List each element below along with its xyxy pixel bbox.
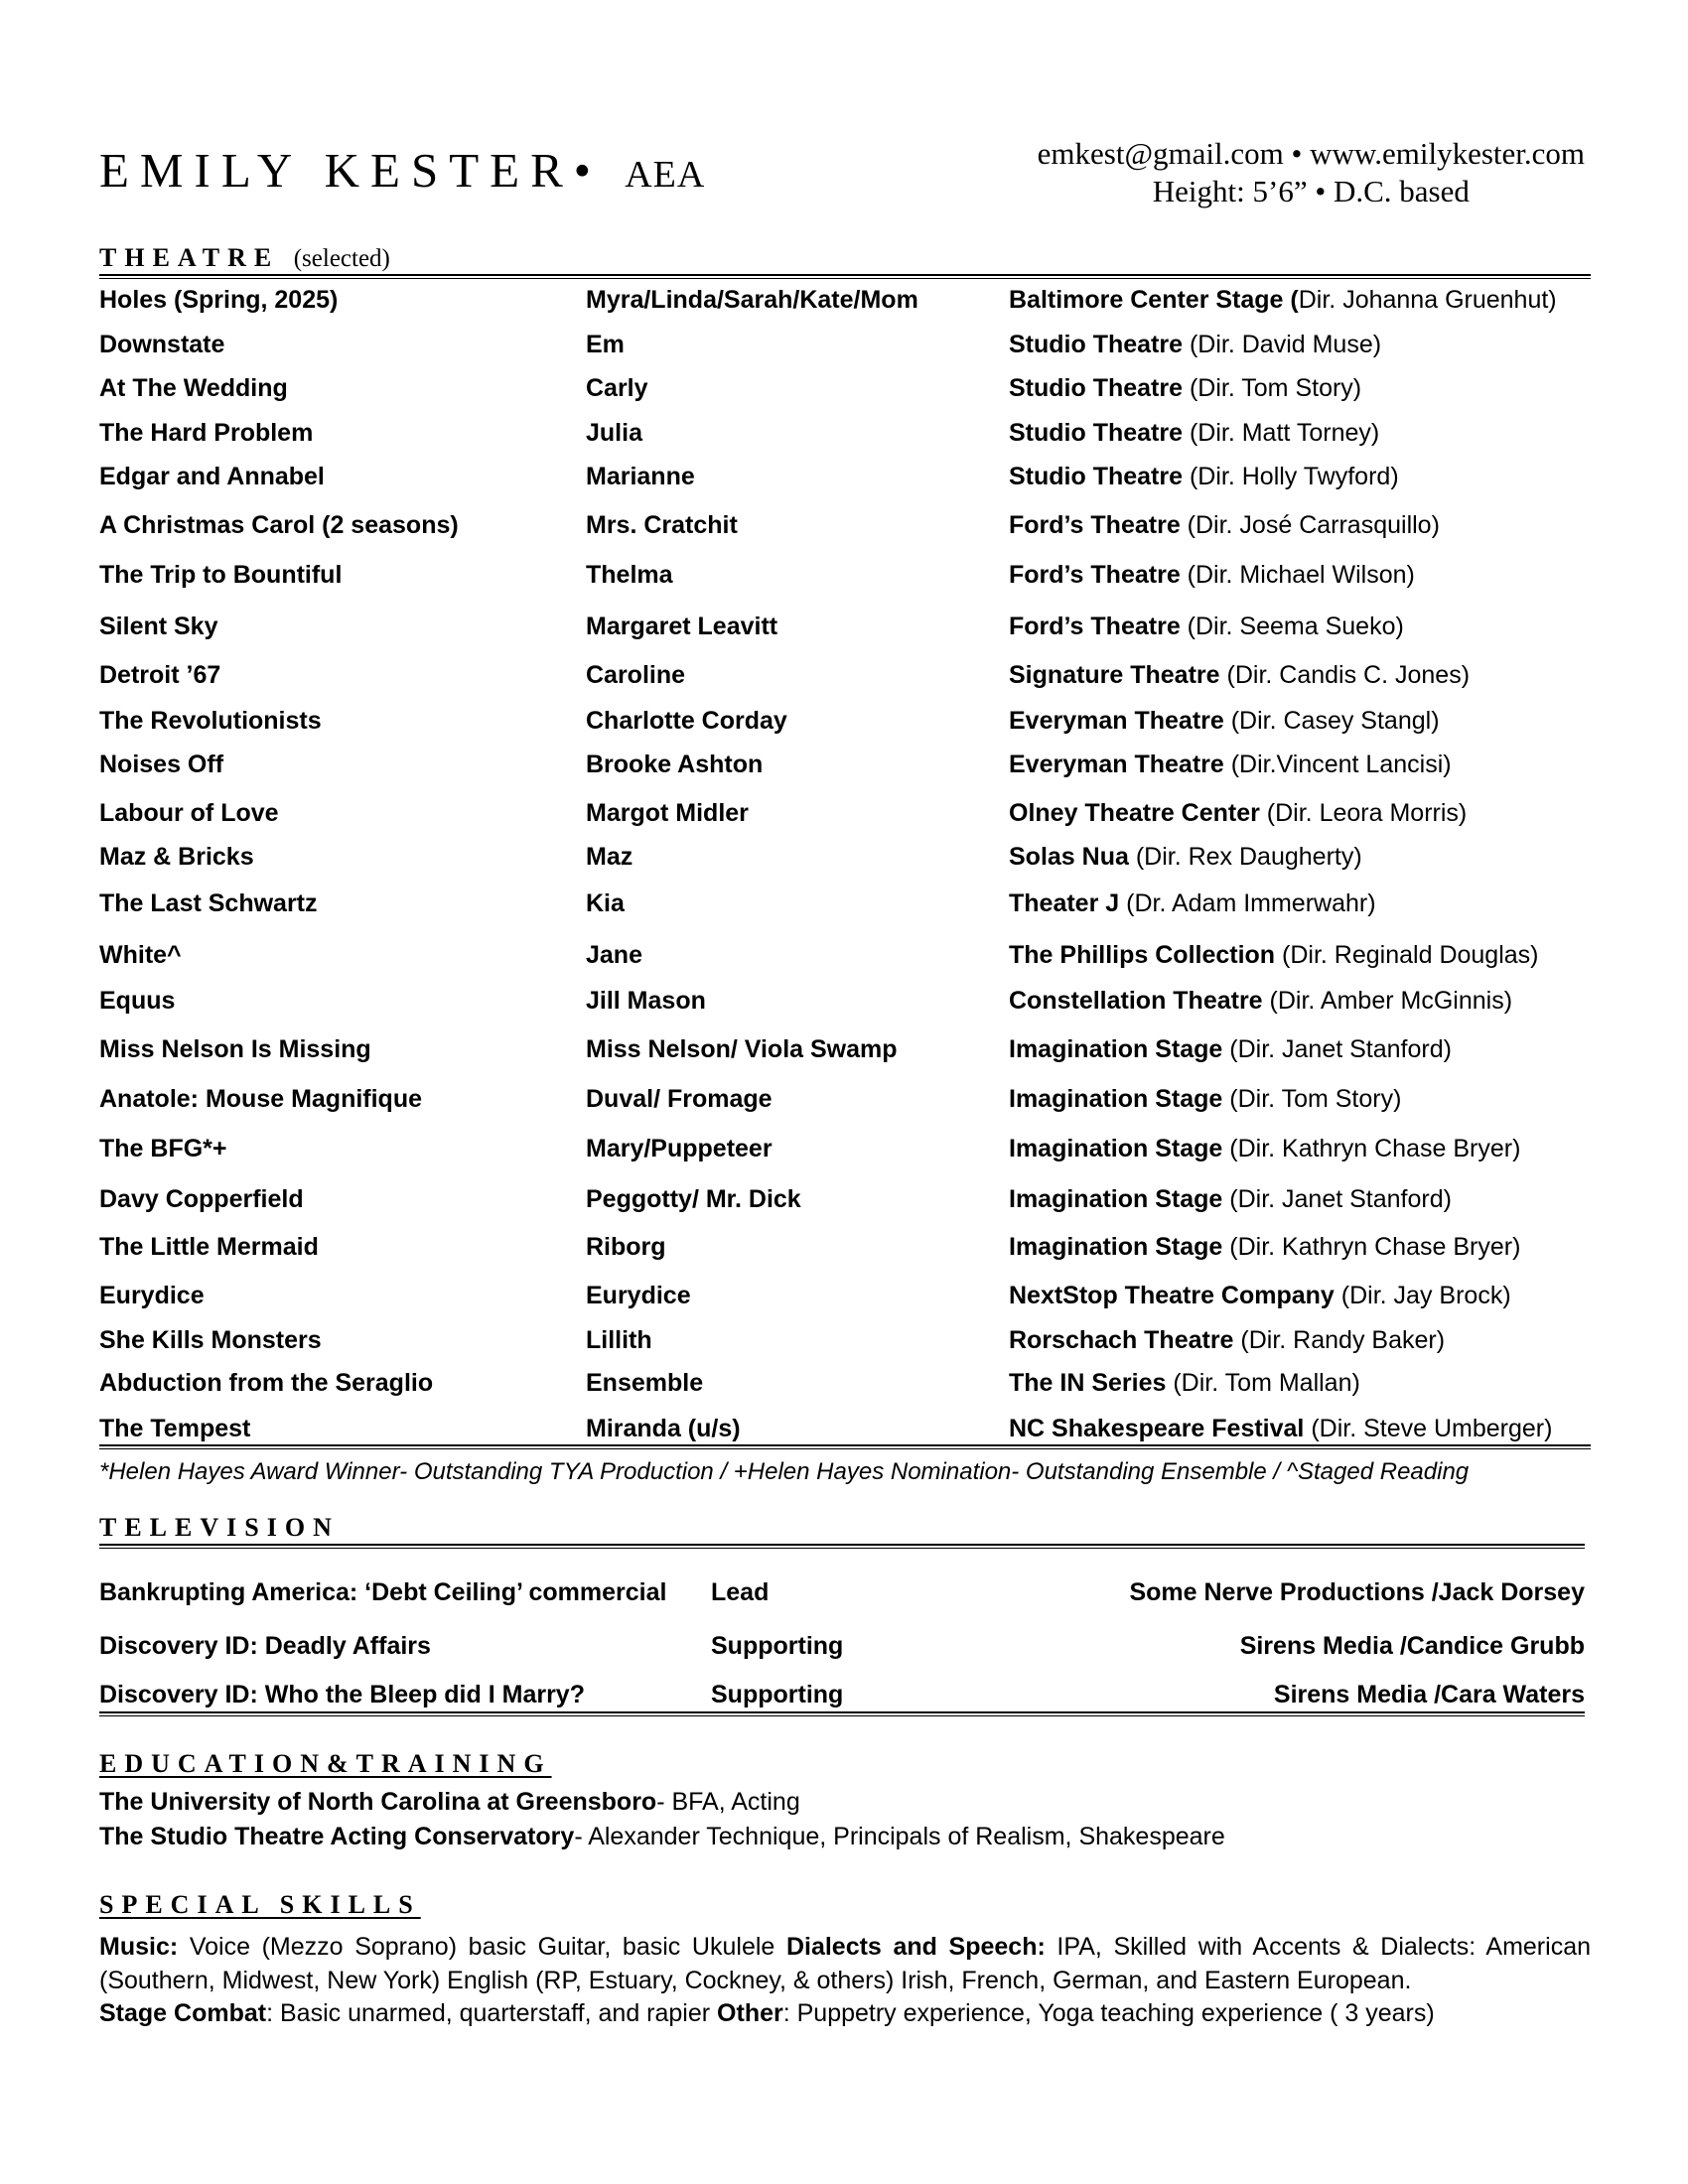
theatre-section-title xyxy=(99,243,390,273)
theatre-show: The Little Mermaid xyxy=(99,1233,319,1261)
theatre-subtitle: (selected) xyxy=(293,245,390,272)
theatre-director: (Dir. Reginald Douglas) xyxy=(1275,941,1539,969)
theatre-director: (Dir. Jay Brock) xyxy=(1334,1282,1511,1309)
theatre-director: (Dir. Randy Baker) xyxy=(1233,1326,1446,1354)
theatre-venue: Everyman Theatre xyxy=(1009,751,1224,778)
theatre-venue: Imagination Stage xyxy=(1009,1035,1223,1063)
theatre-show: At The Wedding xyxy=(99,374,288,402)
theatre-venue-cell xyxy=(1009,799,1467,828)
theatre-show: Labour of Love xyxy=(99,799,279,827)
theatre-venue-cell xyxy=(1009,751,1452,779)
theatre-role: Margot Midler xyxy=(586,799,749,827)
theatre-role: Duval/ Fromage xyxy=(586,1085,773,1113)
theatre-role: Lillith xyxy=(586,1326,652,1354)
skills-combat-other xyxy=(99,1999,1435,2028)
television-top-rule xyxy=(99,1544,1585,1549)
theatre-director: (Dir. Tom Story) xyxy=(1222,1085,1402,1113)
skills-section-title: SPECIAL SKILLS xyxy=(99,1890,421,1919)
theatre-role: Caroline xyxy=(586,661,686,689)
name-bullet: • xyxy=(573,143,602,198)
theatre-show: Downstate xyxy=(99,331,225,358)
theatre-venue-cell xyxy=(1009,941,1539,970)
theatre-venue-cell xyxy=(1009,1135,1520,1163)
television-bottom-rule xyxy=(99,1711,1585,1716)
theatre-venue: Imagination Stage xyxy=(1009,1135,1223,1162)
theatre-director: (Dir. Amber McGinnis) xyxy=(1262,987,1513,1015)
theatre-show: White^ xyxy=(99,941,182,969)
education-school: The Studio Theatre Acting Conservatory xyxy=(99,1823,575,1850)
theatre-show: Silent Sky xyxy=(99,613,218,640)
theatre-venue-cell xyxy=(1009,1282,1511,1310)
theatre-venue: NextStop Theatre Company xyxy=(1009,1282,1335,1309)
theatre-director: (Dir. Seema Sueko) xyxy=(1180,613,1404,640)
theatre-role: Ensemble xyxy=(586,1369,704,1397)
theatre-venue: Imagination Stage xyxy=(1009,1233,1223,1261)
theatre-show: The Last Schwartz xyxy=(99,889,318,917)
theatre-role: Maz xyxy=(586,843,633,871)
theatre-role: Jill Mason xyxy=(586,987,706,1015)
theatre-director: (Dir. David Muse) xyxy=(1183,331,1382,358)
name-text: EMILY KESTER xyxy=(99,143,574,198)
theatre-show: Noises Off xyxy=(99,751,224,778)
theatre-role: Miss Nelson/ Viola Swamp xyxy=(586,1035,898,1063)
theatre-role: Mrs. Cratchit xyxy=(586,511,738,539)
theatre-show: The Tempest xyxy=(99,1415,251,1442)
theatre-role: Brooke Ashton xyxy=(586,751,764,778)
theatre-show: She Kills Monsters xyxy=(99,1326,322,1354)
theatre-show: Detroit ’67 xyxy=(99,661,221,689)
theatre-director: (Dir. Casey Stangl) xyxy=(1223,707,1440,735)
education-school: The University of North Carolina at Greensboro xyxy=(99,1788,657,1816)
theatre-director: (Dir. Janet Stanford) xyxy=(1222,1035,1452,1063)
theatre-venue: Studio Theatre xyxy=(1009,331,1184,358)
theatre-venue: Olney Theatre Center xyxy=(1009,799,1260,827)
theatre-venue: Studio Theatre xyxy=(1009,374,1184,402)
theatre-show: Holes (Spring, 2025) xyxy=(99,286,339,314)
skills-music-text: Voice (Mezzo Soprano) basic Guitar, basic Ukulele xyxy=(178,1933,786,1961)
theatre-role: Marianne xyxy=(586,463,695,490)
theatre-venue-cell xyxy=(1009,661,1470,690)
theatre-venue: Baltimore Center Stage ( xyxy=(1009,286,1299,314)
theatre-venue: Constellation Theatre xyxy=(1009,987,1263,1015)
theatre-show: Miss Nelson Is Missing xyxy=(99,1035,371,1063)
theatre-director: (Dir. Kathryn Chase Bryer) xyxy=(1222,1135,1521,1162)
skills-music-dialects xyxy=(99,1930,1591,1997)
theatre-show: A Christmas Carol (2 seasons) xyxy=(99,511,459,539)
theatre-role: Eurydice xyxy=(586,1282,691,1309)
education-item xyxy=(99,1823,1225,1851)
theatre-venue-cell xyxy=(1009,419,1379,448)
theatre-venue-cell xyxy=(1009,1326,1445,1355)
theatre-role: Julia xyxy=(586,419,642,447)
theatre-director: (Dir. Matt Torney) xyxy=(1183,419,1380,447)
theatre-venue: Rorschach Theatre xyxy=(1009,1326,1234,1354)
theatre-venue-cell xyxy=(1009,561,1415,590)
skills-music-label: Music: xyxy=(99,1933,179,1961)
theatre-venue: Theater J xyxy=(1009,889,1120,917)
theatre-venue: Ford’s Theatre xyxy=(1009,511,1181,539)
theatre-role: Riborg xyxy=(586,1233,666,1261)
television-section-title: TELEVISION xyxy=(99,1513,340,1542)
theatre-venue-cell xyxy=(1009,286,1557,315)
theatre-director: (Dir. José Carrasquillo) xyxy=(1180,511,1440,539)
theatre-director: (Dir. Kathryn Chase Bryer) xyxy=(1222,1233,1521,1261)
theatre-venue: Signature Theatre xyxy=(1009,661,1220,689)
theatre-venue-cell xyxy=(1009,1035,1452,1064)
television-company: Some Nerve Productions /Jack Dorsey xyxy=(1129,1578,1585,1606)
contact-info xyxy=(1038,135,1585,210)
theatre-director: (Dir. Candis C. Jones) xyxy=(1219,661,1471,689)
theatre-venue-cell xyxy=(1009,374,1361,403)
skills-other-label: Other xyxy=(717,1999,783,2027)
theatre-venue: Imagination Stage xyxy=(1009,1085,1223,1113)
skills-dialects-label: Dialects and Speech: xyxy=(785,1933,1046,1961)
theatre-show: The Trip to Bountiful xyxy=(99,561,343,589)
theatre-venue: Everyman Theatre xyxy=(1009,707,1224,735)
theatre-director: (Dir.Vincent Lancisi) xyxy=(1223,751,1452,778)
theatre-director: (Dir. Leora Morris) xyxy=(1259,799,1468,827)
theatre-venue-cell xyxy=(1009,1415,1552,1443)
theatre-venue-cell xyxy=(1009,1085,1401,1114)
theatre-venue: Ford’s Theatre xyxy=(1009,613,1181,640)
theatre-show: Anatole: Mouse Magnifique xyxy=(99,1085,422,1113)
theatre-top-rule xyxy=(99,274,1591,279)
education-item xyxy=(99,1788,800,1817)
theatre-venue: Solas Nua xyxy=(1009,843,1129,871)
applicant-name xyxy=(99,142,705,199)
theatre-director: Dir. Johanna Gruenhut) xyxy=(1298,286,1557,314)
skills-combat-text: : Basic unarmed, quarterstaff, and rapier xyxy=(266,1999,718,2027)
theatre-role: Kia xyxy=(586,889,625,917)
union-affiliation: AEA xyxy=(625,154,706,196)
education-detail: - Alexander Technique, Principals of Realism, Shakespeare xyxy=(574,1823,1225,1850)
theatre-venue-cell xyxy=(1009,987,1512,1016)
theatre-venue: Ford’s Theatre xyxy=(1009,561,1181,589)
theatre-role: Mary/Puppeteer xyxy=(586,1135,773,1162)
skills-dialects-text: IPA, Skilled with Accents & Dialects: American (Southern, Midwest, New York) English (RP, Estuary, Cockney, & others) Irish, French, German, and Eastern European. xyxy=(99,1933,1591,1994)
theatre-director: (Dir. Holly Twyford) xyxy=(1183,463,1399,490)
theatre-venue-cell xyxy=(1009,331,1381,359)
theatre-role: Myra/Linda/Sarah/Kate/Mom xyxy=(586,286,918,314)
television-role: Supporting xyxy=(711,1681,844,1708)
television-role: Supporting xyxy=(711,1632,844,1660)
theatre-title-text: THEATRE xyxy=(99,243,280,272)
television-show: Discovery ID: Deadly Affairs xyxy=(99,1632,431,1660)
theatre-venue: NC Shakespeare Festival xyxy=(1009,1415,1305,1442)
skills-combat-label: Stage Combat xyxy=(99,1999,267,2027)
education-section-title: EDUCATION&TRAINING xyxy=(99,1749,552,1778)
theatre-show: Edgar and Annabel xyxy=(99,463,325,490)
theatre-role: Charlotte Corday xyxy=(586,707,787,735)
theatre-venue-cell xyxy=(1009,613,1404,641)
theatre-show: Eurydice xyxy=(99,1282,205,1309)
theatre-show: Equus xyxy=(99,987,176,1015)
theatre-director: (Dir. Rex Daugherty) xyxy=(1128,843,1362,871)
theatre-venue-cell xyxy=(1009,463,1399,491)
theatre-director: (Dir. Tom Story) xyxy=(1183,374,1362,402)
theatre-role: Margaret Leavitt xyxy=(586,613,778,640)
skills-other-text: : Puppetry experience, Yoga teaching experience ( 3 years) xyxy=(782,1999,1435,2027)
theatre-venue: Studio Theatre xyxy=(1009,463,1184,490)
theatre-venue-cell xyxy=(1009,889,1376,918)
theatre-show: Abduction from the Seraglio xyxy=(99,1369,434,1397)
theatre-venue-cell xyxy=(1009,511,1440,540)
contact-height-location: Height: 5’6” • D.C. based xyxy=(1152,174,1470,208)
television-company: Sirens Media /Cara Waters xyxy=(1273,1681,1585,1708)
theatre-bottom-rule xyxy=(99,1444,1591,1449)
theatre-venue: Imagination Stage xyxy=(1009,1185,1223,1213)
television-show: Bankrupting America: ‘Debt Ceiling’ commercial xyxy=(99,1578,667,1606)
theatre-venue-cell xyxy=(1009,1185,1452,1214)
contact-email-website: emkest@gmail.com • www.emilykester.com xyxy=(1037,136,1585,171)
education-detail: - BFA, Acting xyxy=(656,1788,800,1816)
theatre-show: The Revolutionists xyxy=(99,707,322,735)
theatre-footnote: *Helen Hayes Award Winner- Outstanding TYA Production / +Helen Hayes Nomination- Outstanding Ensemble / ^Staged Reading xyxy=(99,1458,1470,1485)
theatre-role: Jane xyxy=(586,941,642,969)
theatre-show: Davy Copperfield xyxy=(99,1185,304,1213)
television-role: Lead xyxy=(711,1578,770,1606)
theatre-show: The Hard Problem xyxy=(99,419,314,447)
theatre-venue-cell xyxy=(1009,1369,1360,1398)
theatre-venue: Studio Theatre xyxy=(1009,419,1184,447)
theatre-director: (Dir. Tom Mallan) xyxy=(1166,1369,1360,1397)
theatre-venue-cell xyxy=(1009,843,1362,872)
theatre-venue: The IN Series xyxy=(1009,1369,1167,1397)
theatre-director: (Dir. Michael Wilson) xyxy=(1180,561,1415,589)
theatre-show: Maz & Bricks xyxy=(99,843,254,871)
television-company: Sirens Media /Candice Grubb xyxy=(1239,1632,1585,1660)
theatre-director: (Dir. Janet Stanford) xyxy=(1222,1185,1452,1213)
theatre-venue-cell xyxy=(1009,707,1440,736)
theatre-director: (Dr. Adam Immerwahr) xyxy=(1119,889,1376,917)
theatre-director: (Dir. Steve Umberger) xyxy=(1304,1415,1553,1442)
television-show: Discovery ID: Who the Bleep did I Marry? xyxy=(99,1681,585,1708)
theatre-role: Miranda (u/s) xyxy=(586,1415,741,1442)
theatre-role: Carly xyxy=(586,374,648,402)
theatre-venue-cell xyxy=(1009,1233,1520,1262)
theatre-role: Em xyxy=(586,331,625,358)
theatre-venue: The Phillips Collection xyxy=(1009,941,1276,969)
theatre-show: The BFG*+ xyxy=(99,1135,227,1162)
theatre-role: Peggotty/ Mr. Dick xyxy=(586,1185,801,1213)
theatre-role: Thelma xyxy=(586,561,673,589)
